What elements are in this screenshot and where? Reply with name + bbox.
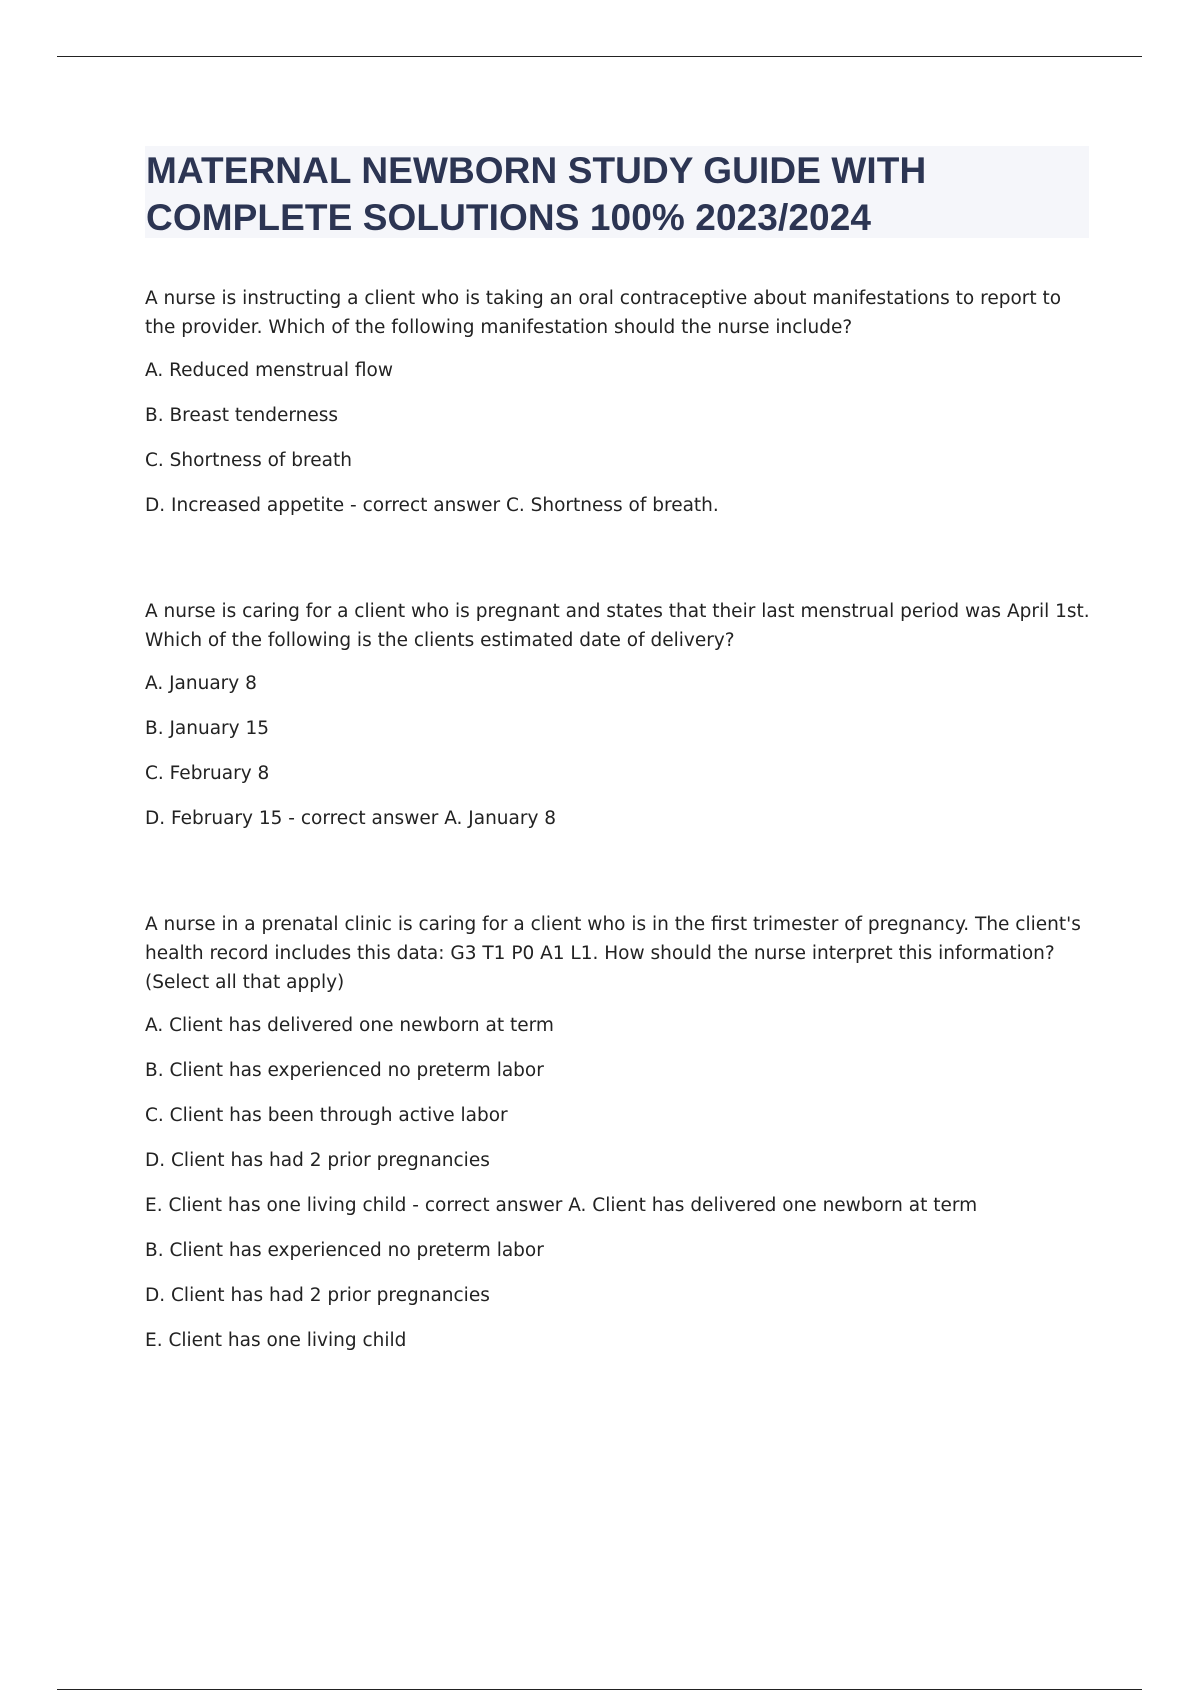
answer-option: B. Client has experienced no preterm labor (145, 1060, 544, 1081)
top-divider (57, 56, 1142, 57)
answer-option: B. January 15 (145, 718, 270, 739)
answer-option-with-correct-answer: E. Client has one living child - correct answer A. Client has delivered one newborn at term (145, 1195, 978, 1216)
correct-answer-line: E. Client has one living child (145, 1330, 407, 1351)
answer-option: C. Shortness of breath (145, 450, 352, 471)
answer-option: D. Client has had 2 prior pregnancies (145, 1150, 490, 1171)
answer-option-with-correct-answer: D. Increased appetite - correct answer C. Shortness of breath. (145, 495, 719, 516)
answer-option: A. January 8 (145, 673, 257, 694)
answer-option-with-correct-answer: D. February 15 - correct answer A. January 8 (145, 808, 557, 829)
answer-option: C. Client has been through active labor (145, 1105, 508, 1126)
answer-option: C. February 8 (145, 763, 270, 784)
question-text: A nurse in a prenatal clinic is caring for a client who is in the first trimester of pregnancy. The client's health record includes this data: G3 T1 P0 A1 L1. How should the nurse interpret this information? (Select all that apply) (145, 914, 1081, 993)
question-text: A nurse is instructing a client who is taking an oral contraceptive about manifestations to report to the provider. Which of the following manifestation should the nurse include? (145, 288, 1062, 338)
question-1 (145, 284, 1095, 536)
document-title: MATERNAL NEWBORN STUDY GUIDE WITH COMPLETE SOLUTIONS 100% 2023/2024 (146, 150, 927, 238)
answer-option: A. Client has delivered one newborn at term (145, 1015, 554, 1036)
question-2 (145, 597, 1095, 849)
bottom-divider (57, 1689, 1142, 1690)
answer-option: A. Reduced menstrual flow (145, 360, 393, 381)
document-body (145, 284, 1095, 1371)
answer-option: B. Breast tenderness (145, 405, 338, 426)
correct-answer-line: B. Client has experienced no preterm labor (145, 1240, 544, 1261)
question-3 (145, 910, 1095, 1371)
correct-answer-line: D. Client has had 2 prior pregnancies (145, 1285, 490, 1306)
question-text: A nurse is caring for a client who is pregnant and states that their last menstrual period was April 1st. Which of the following is the clients estimated date of delivery? (145, 601, 1090, 651)
